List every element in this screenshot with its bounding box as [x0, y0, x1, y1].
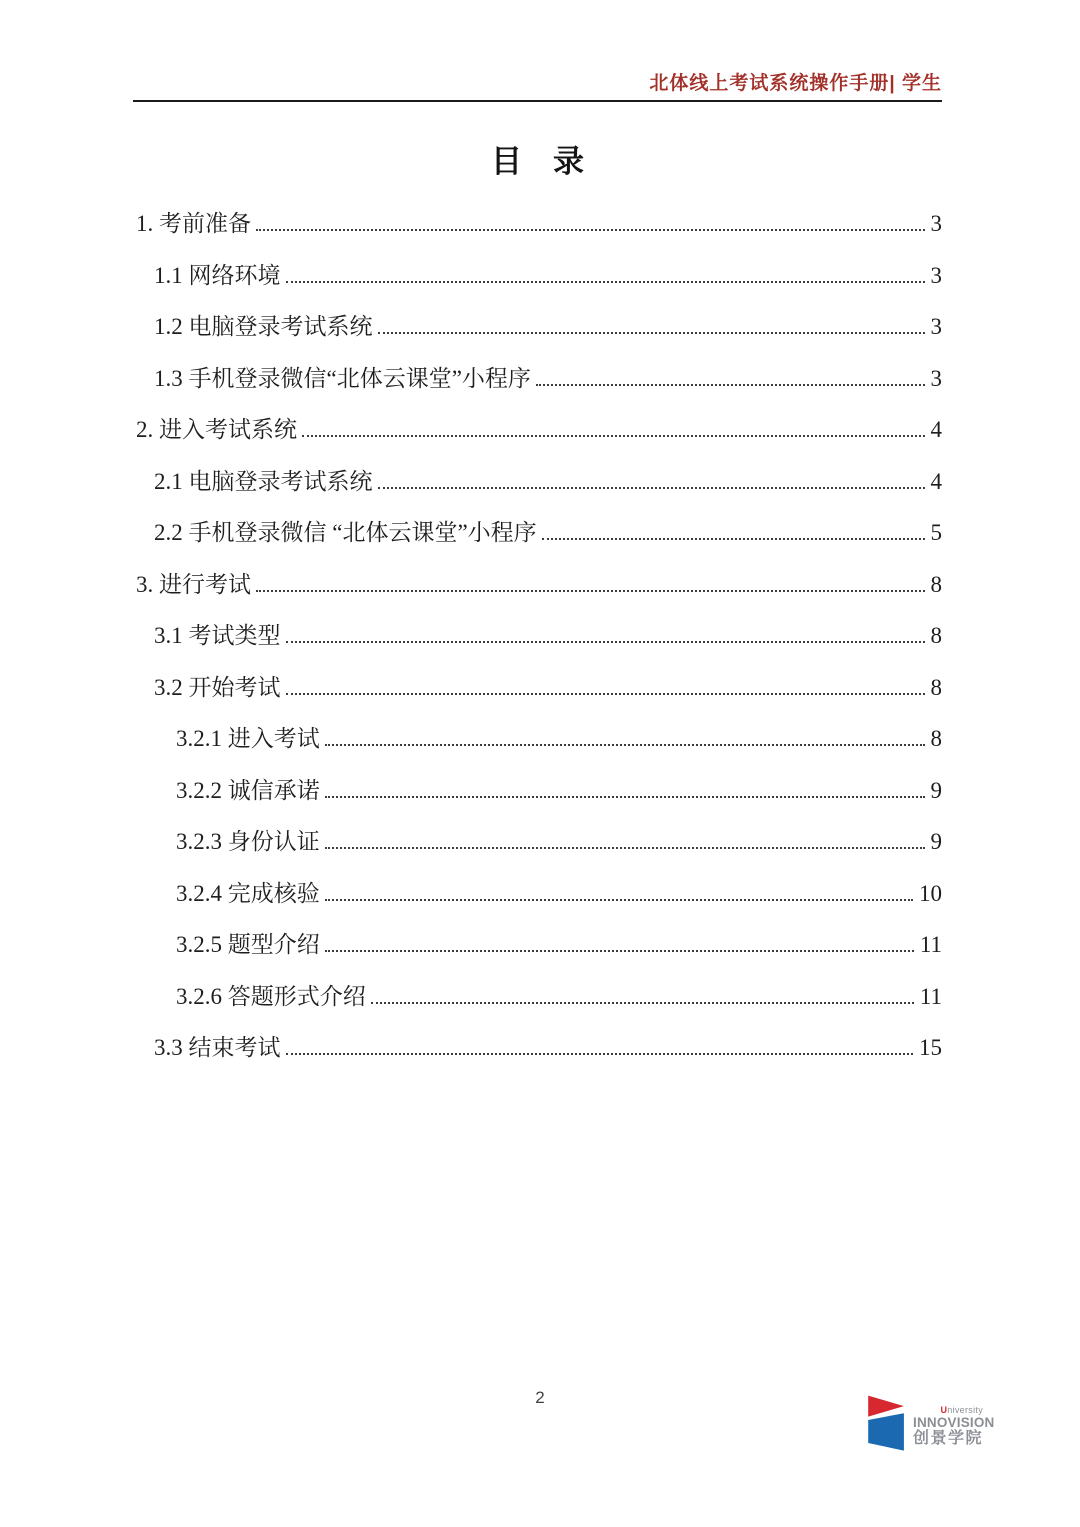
logo-text-block: [913, 1393, 995, 1447]
toc-entry[interactable]: [133, 450, 942, 502]
toc-entry[interactable]: [133, 759, 942, 811]
toc-dot-leader: [371, 1002, 914, 1004]
toc-entry[interactable]: [133, 295, 942, 347]
toc-entry-label: 3.2.3 身份认证: [176, 829, 320, 854]
toc-page-number: 3: [930, 211, 942, 236]
toc-entry-label: 3.2.4 完成核验: [176, 880, 320, 906]
toc-page-number: 4: [930, 468, 942, 494]
toc-dot-leader: [286, 281, 925, 283]
toc-page-number: 8: [930, 571, 942, 597]
toc-entry-label: 2.1 电脑登录考试系统: [154, 468, 373, 494]
toc-page-number: 5: [930, 520, 942, 545]
toc-page-number: 8: [930, 726, 942, 751]
toc-entry[interactable]: [133, 707, 942, 759]
toc-page-number: 9: [930, 829, 942, 854]
toc-entry[interactable]: [133, 656, 942, 708]
toc-page-number: 10: [919, 880, 942, 906]
toc-dot-leader: [325, 744, 925, 746]
toc-dot-leader: [286, 693, 925, 695]
toc-page-number: 3: [930, 365, 942, 391]
toc-page-number: 11: [919, 983, 942, 1009]
toc-entry[interactable]: [133, 862, 942, 914]
toc-entry-label: 3.2.2 诚信承诺: [176, 777, 320, 803]
toc-entry[interactable]: [133, 913, 942, 965]
toc-entry[interactable]: [133, 192, 942, 244]
toc-page-number: 3: [930, 262, 942, 288]
toc-page-number: 8: [930, 623, 942, 648]
toc-entry-label: 1. 考前准备: [136, 211, 251, 236]
toc-entry-label: 2.2 手机登录微信 “北体云课堂”小程序: [154, 520, 537, 545]
toc-page-number: 8: [930, 674, 942, 700]
toc-page-number: 3: [930, 314, 942, 339]
toc-dot-leader: [256, 229, 925, 231]
toc-page-number: 11: [919, 932, 942, 957]
toc-entry[interactable]: [133, 244, 942, 296]
toc-page-number: 4: [930, 417, 942, 442]
logo-brand-zh: 创景学院: [913, 1429, 984, 1447]
toc-dot-leader: [536, 384, 925, 386]
toc-entry-label: 3.2.5 题型介绍: [176, 932, 320, 957]
toc-title: 目 录: [491, 144, 584, 179]
toc-entry-label: 1.2 电脑登录考试系统: [154, 314, 373, 339]
toc-entry-label: 2. 进入考试系统: [136, 417, 297, 442]
toc-dot-leader: [542, 538, 925, 540]
logo-brand-en: INNOVISION: [913, 1415, 995, 1431]
toc-entry-label: 3.2.6 答题形式介绍: [176, 983, 366, 1009]
innovision-logo: [864, 1393, 995, 1457]
toc-dot-leader: [325, 950, 914, 952]
toc-entry-label: 3.1 考试类型: [154, 623, 281, 648]
toc-dot-leader: [286, 641, 925, 643]
toc-page-number: 9: [930, 777, 942, 803]
toc-dot-leader: [302, 435, 925, 437]
toc-entry-label: 3.3 结束考试: [154, 1035, 281, 1060]
toc-entry[interactable]: [133, 965, 942, 1017]
toc-entry[interactable]: [133, 553, 942, 605]
toc-entry-label: 1.1 网络环境: [154, 262, 281, 288]
logo-university-label: University: [940, 1405, 983, 1415]
toc-dot-leader: [256, 590, 925, 592]
toc-entry[interactable]: [133, 810, 942, 862]
toc-list: [133, 192, 942, 1068]
toc-dot-leader: [378, 487, 925, 489]
toc-entry[interactable]: [133, 398, 942, 450]
toc-entry[interactable]: [133, 501, 942, 553]
header-title: 北体线上考试系统操作手册| 学生: [649, 73, 942, 94]
toc-entry[interactable]: [133, 1016, 942, 1068]
toc-dot-leader: [286, 1053, 914, 1055]
toc-entry-label: 3.2 开始考试: [154, 674, 281, 700]
logo-mark-icon: [864, 1393, 906, 1457]
toc-page-number: 15: [919, 1035, 942, 1060]
toc-dot-leader: [325, 847, 925, 849]
toc-dot-leader: [325, 796, 925, 798]
toc-entry[interactable]: [133, 604, 942, 656]
toc-dot-leader: [378, 332, 925, 334]
toc-entry-label: 3. 进行考试: [136, 571, 251, 597]
toc-entry-label: 3.2.1 进入考试: [176, 726, 320, 751]
toc-entry[interactable]: [133, 347, 942, 399]
toc-dot-leader: [325, 899, 913, 901]
page-header: [133, 0, 942, 102]
toc-entry-label: 1.3 手机登录微信“北体云课堂”小程序: [154, 365, 531, 391]
footer-page-number: 2: [535, 1388, 545, 1407]
